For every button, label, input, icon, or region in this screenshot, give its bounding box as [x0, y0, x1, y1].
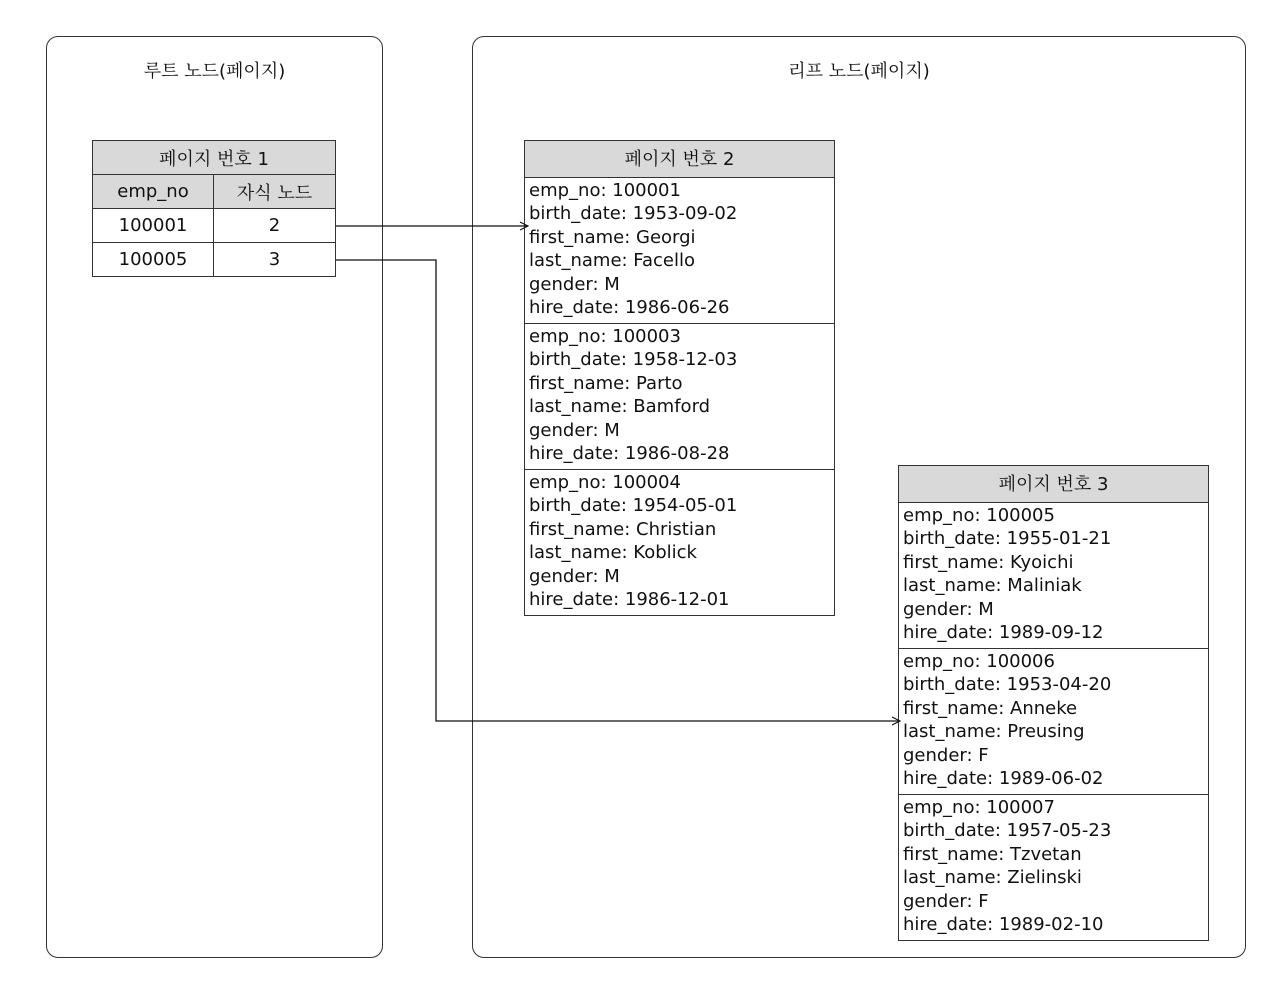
field-last-name: last_name: Bamford	[529, 396, 711, 418]
field-birth-date: birth_date: 1954-05-01	[529, 495, 738, 517]
field-hire-date: hire_date: 1989-06-02	[903, 768, 1104, 790]
field-last-name: last_name: Maliniak	[903, 575, 1082, 597]
field-emp-no: emp_no: 100006	[903, 651, 1055, 672]
row-emp-no: 100005	[93, 243, 214, 277]
field-gender: gender: F	[903, 890, 989, 912]
field-first-name: first_name: Anneke	[903, 697, 1078, 719]
record	[899, 649, 1208, 795]
field-hire-date: hire_date: 1986-06-26	[529, 297, 730, 319]
field-hire-date: hire_date: 1989-09-12	[903, 622, 1104, 644]
field-gender: gender: F	[903, 744, 989, 766]
field-hire-date: hire_date: 1986-12-01	[529, 589, 730, 611]
leaf-page-3	[898, 465, 1209, 941]
field-last-name: last_name: Facello	[529, 250, 696, 272]
leaf-node-title: 리프 노드(페이지)	[788, 61, 930, 82]
row-emp-no: 100001	[93, 209, 214, 243]
field-emp-no: emp_no: 100004	[529, 472, 681, 493]
field-gender: gender: M	[529, 419, 620, 441]
field-last-name: last_name: Preusing	[903, 721, 1085, 743]
record	[899, 795, 1208, 941]
record	[525, 178, 834, 324]
record	[525, 324, 834, 470]
table-row	[93, 209, 336, 243]
record	[525, 470, 834, 616]
leaf-page-2	[524, 140, 835, 616]
field-birth-date: birth_date: 1953-09-02	[529, 203, 738, 225]
field-gender: gender: M	[903, 598, 994, 620]
field-emp-no: emp_no: 100007	[903, 797, 1055, 818]
field-gender: gender: M	[529, 273, 620, 295]
row-child-node: 3	[214, 243, 336, 277]
table-row	[93, 243, 336, 277]
leaf-page-title: 페이지 번호 3	[899, 466, 1208, 503]
field-birth-date: birth_date: 1957-05-23	[903, 820, 1112, 842]
field-hire-date: hire_date: 1989-02-10	[903, 914, 1104, 936]
field-emp-no: emp_no: 100003	[529, 326, 681, 347]
field-last-name: last_name: Koblick	[529, 542, 697, 564]
field-birth-date: birth_date: 1953-04-20	[903, 674, 1112, 696]
field-first-name: first_name: Kyoichi	[903, 551, 1074, 573]
root-page-table	[92, 140, 336, 277]
column-header-child-node: 자식 노드	[214, 175, 336, 209]
row-child-node: 2	[214, 209, 336, 243]
field-emp-no: emp_no: 100005	[903, 505, 1055, 526]
leaf-page-title: 페이지 번호 2	[525, 141, 834, 178]
field-first-name: first_name: Georgi	[529, 226, 696, 248]
field-hire-date: hire_date: 1986-08-28	[529, 443, 730, 465]
root-page-title: 페이지 번호 1	[93, 141, 336, 175]
field-birth-date: birth_date: 1955-01-21	[903, 528, 1112, 550]
field-first-name: first_name: Parto	[529, 372, 683, 394]
column-header-emp-no: emp_no	[93, 175, 214, 209]
field-birth-date: birth_date: 1958-12-03	[529, 349, 738, 371]
field-first-name: first_name: Christian	[529, 518, 717, 540]
field-emp-no: emp_no: 100001	[529, 180, 681, 201]
field-last-name: last_name: Zielinski	[903, 867, 1082, 889]
record	[899, 503, 1208, 649]
field-gender: gender: M	[529, 565, 620, 587]
field-first-name: first_name: Tzvetan	[903, 843, 1082, 865]
root-node-title: 루트 노드(페이지)	[143, 61, 286, 82]
